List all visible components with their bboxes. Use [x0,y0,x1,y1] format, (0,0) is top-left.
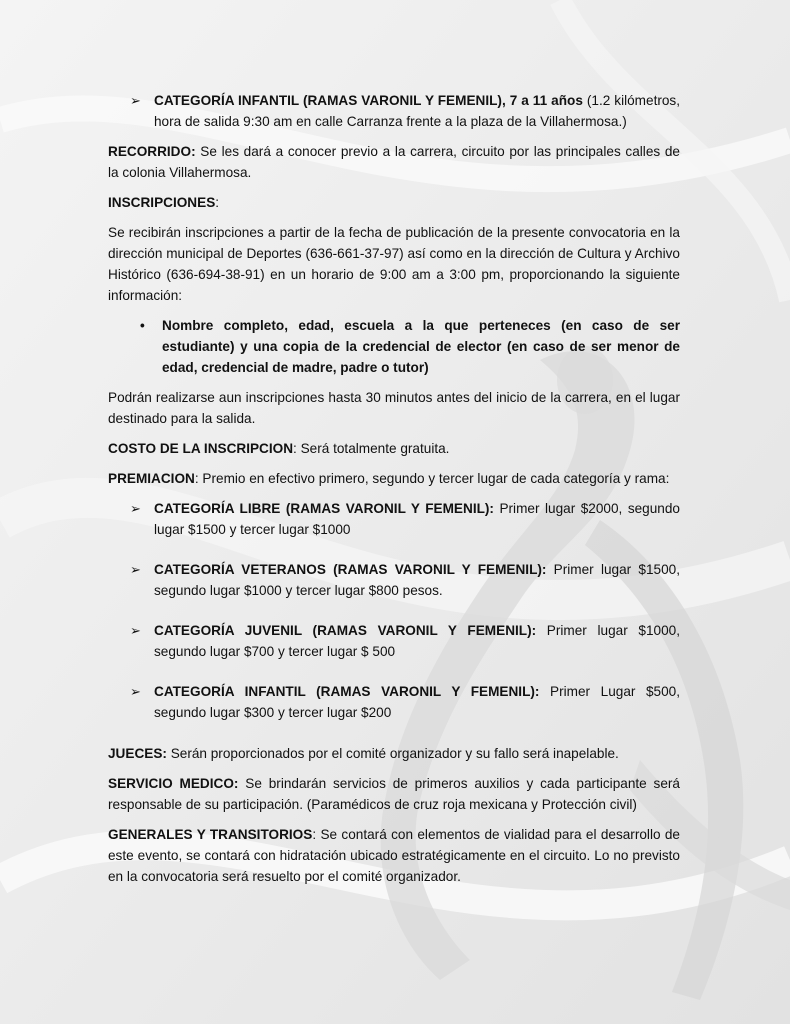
recorrido-text: Se les dará a conocer previo a la carrera, circuito por las principales calles de la colonia Villahermosa. [108,144,680,180]
servicio-medico-label: SERVICIO MEDICO: [108,776,239,791]
arrow-bullet-icon: ➢ [130,93,141,108]
prize-category-title: CATEGORÍA INFANTIL (RAMAS VARONIL Y FEMENIL): [154,684,540,699]
premiacion-paragraph [108,468,680,489]
costo-label: COSTO DE LA INSCRIPCION [108,441,294,456]
prize-category-item [108,559,680,601]
prize-category-item [108,498,680,540]
arrow-bullet-icon: ➢ [130,623,141,638]
prize-category-details: Primer Lugar $500, segundo lugar $300 y tercer lugar $200 [154,684,681,720]
generales-label: GENERALES Y TRANSITORIOS [108,827,313,842]
prize-category-details: Primer lugar $1500, segundo lugar $1000 y tercer lugar $800 pesos. [154,562,680,598]
arrow-bullet-icon: ➢ [130,501,141,516]
intro-category-details: (1.2 kilómetros, hora de salida 9:30 am en calle Carranza frente a la plaza de la Villahermosa.) [154,93,681,129]
generales-text: : Se contará con elementos de vialidad para el desarrollo de este evento, se contará con hidratación ubicado estratégicamente en el circuito. Lo no previsto en la convocatoria será resuelto por el comité organizador. [108,827,680,884]
prize-category-title: CATEGORÍA LIBRE (RAMAS VARONIL Y FEMENIL): [154,501,494,516]
inscripciones-paragraph: Se recibirán inscripciones a partir de la fecha de publicación de la presente convocatoria en la dirección municipal de Deportes (636-661-37-97) así como en la dirección de Cultura y Archivo Histórico (636-694-38-91) en un horario de 9:00 am a 3:00 pm, proporcionando la siguiente información: [108,225,680,303]
recorrido-label: RECORRIDO: [108,144,196,159]
jueces-label: JUECES: [108,746,167,761]
prize-category-details: Primer lugar $2000, segundo lugar $1500 y tercer lugar $1000 [154,501,680,537]
costo-paragraph [108,438,680,459]
premiacion-text: : Premio en efectivo primero, segundo y tercer lugar de cada categoría y rama: [194,471,670,486]
costo-text: : Será totalmente gratuita. [293,441,450,456]
arrow-bullet-icon: ➢ [130,562,141,577]
servicio-medico-paragraph [108,773,680,815]
jueces-paragraph [108,743,680,764]
document-page [108,90,680,896]
bullet-dot-icon: • [140,318,145,333]
generales-paragraph [108,824,680,887]
prize-category-title: CATEGORÍA VETERANOS (RAMAS VARONIL Y FEMENIL): [154,562,547,577]
inscripciones-requirement-text: Nombre completo, edad, escuela a la que perteneces (en caso de ser estudiante) y una copia de la credencial de elector (en caso de ser menor de edad, credencial de madre, padre o tutor) [162,318,680,375]
inscripciones-heading [108,192,680,213]
prize-category-item [108,681,680,723]
inscripciones-label: INSCRIPCIONES [108,195,216,210]
arrow-bullet-icon: ➢ [130,684,141,699]
premiacion-label: PREMIACION [108,471,195,486]
inscripciones-note: Podrán realizarse aun inscripciones hasta 30 minutos antes del inicio de la carrera, en el lugar destinado para la salida. [108,390,680,426]
intro-category-title: CATEGORÍA INFANTIL (RAMAS VARONIL Y FEMENIL), 7 a 11 años [154,93,583,108]
prize-category-title: CATEGORÍA JUVENIL (RAMAS VARONIL Y FEMENIL): [154,623,537,638]
servicio-medico-text: Se brindarán servicios de primeros auxilios y cada participante será responsable de su participación. (Paramédicos de cruz roja mexicana y Protección civil) [108,776,680,812]
inscripciones-requirement-item [108,315,680,378]
jueces-text: Serán proporcionados por el comité organizador y su fallo será inapelable. [166,746,619,761]
inscripciones-colon: : [215,195,220,210]
intro-category-item [108,90,680,132]
section-spacer [108,732,680,743]
recorrido-paragraph [108,141,680,183]
prize-category-item [108,620,680,662]
prize-category-details: Primer lugar $1000, segundo lugar $700 y tercer lugar $ 500 [154,623,680,659]
